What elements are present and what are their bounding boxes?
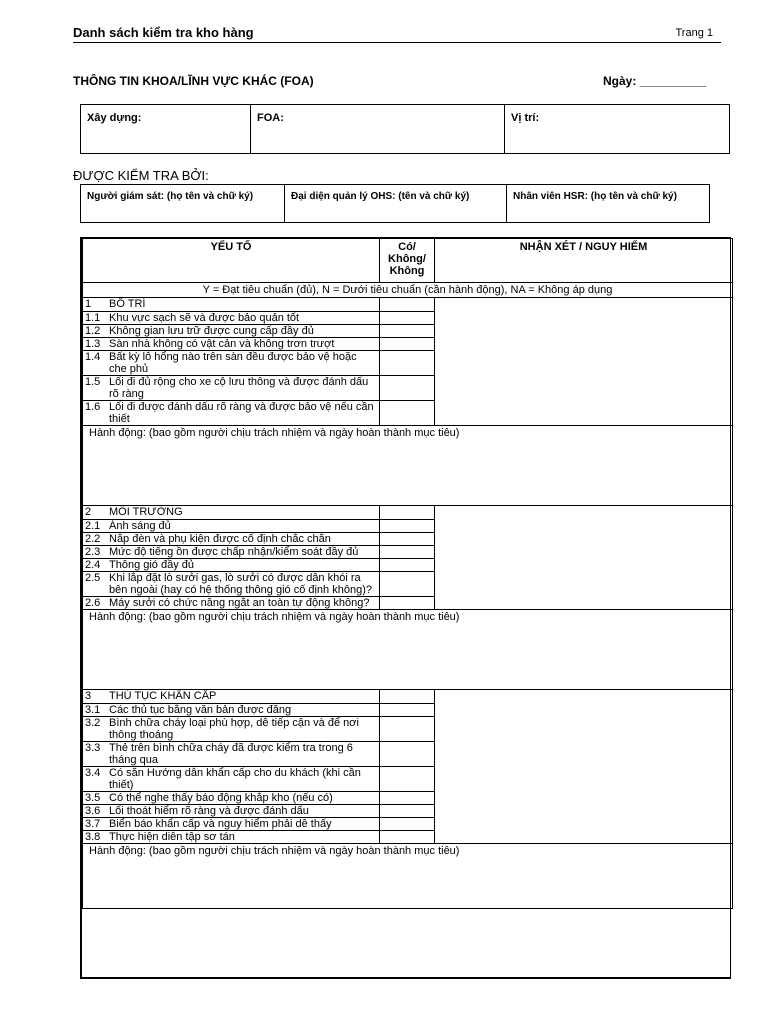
item-text: Sàn nhà không có vật cản và không trơn trượt bbox=[109, 338, 335, 350]
item-cell bbox=[83, 597, 380, 610]
legend-row: Y = Đạt tiêu chuẩn (đủ), N = Dưới tiêu chuẩn (cần hành động), NA = Không áp dụng bbox=[83, 283, 733, 298]
item-number: 3.6 bbox=[85, 805, 101, 817]
comment-cell[interactable] bbox=[435, 506, 733, 610]
item-text: Các thủ tục bằng văn bản được đăng bbox=[109, 704, 292, 716]
checklist-table bbox=[82, 238, 733, 909]
yn-cell[interactable] bbox=[380, 506, 435, 520]
yn-cell[interactable] bbox=[380, 742, 435, 767]
action-row bbox=[83, 426, 733, 506]
section-title-cell bbox=[83, 298, 380, 312]
item-number: 1.6 bbox=[85, 401, 101, 413]
item-number: 3.3 bbox=[85, 742, 101, 754]
item-text: Lối đi đủ rộng cho xe cộ lưu thông và được đánh dấu rõ ràng bbox=[109, 376, 369, 400]
item-text: Thẻ trên bình chữa cháy đã được kiểm tra trong 6 tháng qua bbox=[109, 742, 353, 766]
yn-cell[interactable] bbox=[380, 597, 435, 610]
item-text: Máy sưởi có chức năng ngắt an toàn tự động không? bbox=[109, 597, 370, 609]
item-cell bbox=[83, 546, 380, 559]
section-title: MÔI TRƯỜNG bbox=[109, 506, 183, 518]
item-text: Khi lắp đặt lò sưởi gas, lò sưởi có được dẫn khói ra bên ngoài (hay có hệ thống thông gió cố định không)? bbox=[109, 572, 372, 596]
comment-cell[interactable] bbox=[435, 298, 733, 426]
section-number: 3 bbox=[85, 690, 92, 702]
yn-cell[interactable] bbox=[380, 546, 435, 559]
checked-by-box bbox=[80, 184, 710, 223]
yn-cell[interactable] bbox=[380, 325, 435, 338]
action-cell[interactable]: Hành động: (bao gồm người chịu trách nhiệm và ngày hoàn thành mục tiêu) bbox=[83, 844, 733, 909]
build-field[interactable]: Xây dựng: bbox=[81, 105, 251, 153]
yn-cell[interactable] bbox=[380, 572, 435, 597]
section-number: 1 bbox=[85, 298, 92, 310]
action-row bbox=[83, 844, 733, 909]
item-number: 2.3 bbox=[85, 546, 101, 558]
item-number: 1.4 bbox=[85, 351, 101, 363]
page-header bbox=[73, 25, 721, 43]
yn-cell[interactable] bbox=[380, 559, 435, 572]
yn-cell[interactable] bbox=[380, 520, 435, 533]
yn-cell[interactable] bbox=[380, 767, 435, 792]
action-row bbox=[83, 610, 733, 690]
checked-by-heading: ĐƯỢC KIỂM TRA BỞI: bbox=[73, 168, 209, 183]
yn-cell[interactable] bbox=[380, 298, 435, 312]
document-title: Danh sách kiểm tra kho hàng bbox=[73, 25, 254, 40]
item-number: 3.4 bbox=[85, 767, 101, 779]
item-text: Lối đi được đánh dấu rõ ràng và được bảo vệ nếu cần thiết bbox=[109, 401, 374, 425]
item-text: Bất kỳ lỗ hổng nào trên sàn đều được bảo vệ hoặc che phủ bbox=[109, 351, 357, 375]
supervisor-field[interactable]: Người giám sát: (họ tên và chữ ký) bbox=[81, 185, 285, 222]
yn-cell[interactable] bbox=[380, 376, 435, 401]
section-title: BỐ TRÍ bbox=[109, 298, 146, 310]
action-cell[interactable]: Hành động: (bao gồm người chịu trách nhiệm và ngày hoàn thành mục tiêu) bbox=[83, 610, 733, 690]
section-row bbox=[83, 690, 733, 704]
yn-cell[interactable] bbox=[380, 312, 435, 325]
foa-field[interactable]: FOA: bbox=[251, 105, 505, 153]
item-text: Có thể nghe thấy báo động khắp kho (nếu có) bbox=[109, 792, 333, 804]
item-cell bbox=[83, 717, 380, 742]
item-number: 3.1 bbox=[85, 704, 101, 716]
item-number: 2.6 bbox=[85, 597, 101, 609]
item-cell bbox=[83, 401, 380, 426]
item-number: 2.1 bbox=[85, 520, 101, 532]
section-row bbox=[83, 506, 733, 520]
item-number: 1.3 bbox=[85, 338, 101, 350]
location-field[interactable]: Vị trí: bbox=[511, 112, 540, 124]
item-cell bbox=[83, 818, 380, 831]
item-number: 1.2 bbox=[85, 325, 101, 337]
col-header-yn: Có/ Không/ Không bbox=[380, 239, 435, 283]
hsr-field[interactable]: Nhân viên HSR: (họ tên và chữ ký) bbox=[513, 191, 677, 202]
yn-cell[interactable] bbox=[380, 704, 435, 717]
item-cell bbox=[83, 520, 380, 533]
item-cell bbox=[83, 704, 380, 717]
item-cell bbox=[83, 559, 380, 572]
yn-cell[interactable] bbox=[380, 831, 435, 844]
yn-cell[interactable] bbox=[380, 690, 435, 704]
comment-cell[interactable] bbox=[435, 690, 733, 844]
yn-cell[interactable] bbox=[380, 338, 435, 351]
item-text: Biển báo khẩn cấp và nguy hiểm phải dễ thấy bbox=[109, 818, 332, 830]
section-title-cell bbox=[83, 690, 380, 704]
item-text: Ánh sáng đủ bbox=[109, 520, 171, 532]
date-field[interactable]: Ngày: __________ bbox=[603, 74, 707, 88]
item-number: 1.1 bbox=[85, 312, 101, 324]
item-cell bbox=[83, 312, 380, 325]
item-text: Thực hiện diễn tập sơ tán bbox=[109, 831, 235, 843]
item-text: Không gian lưu trữ được cung cấp đầy đủ bbox=[109, 325, 314, 337]
item-cell bbox=[83, 767, 380, 792]
item-cell bbox=[83, 325, 380, 338]
action-cell[interactable]: Hành động: (bao gồm người chịu trách nhiệm và ngày hoàn thành mục tiêu) bbox=[83, 426, 733, 506]
item-text: Khu vực sạch sẽ và được bảo quản tốt bbox=[109, 312, 300, 324]
item-text: Thông gió đầy đủ bbox=[109, 559, 195, 571]
item-text: Mức độ tiếng ồn được chấp nhận/kiểm soát đầy đủ bbox=[109, 546, 359, 558]
item-cell bbox=[83, 351, 380, 376]
item-cell bbox=[83, 533, 380, 546]
section-title-cell bbox=[83, 506, 380, 520]
item-cell bbox=[83, 792, 380, 805]
page-number: Trang 1 bbox=[675, 27, 713, 39]
checklist-table-wrap bbox=[80, 237, 731, 979]
yn-cell[interactable] bbox=[380, 533, 435, 546]
info-box bbox=[80, 104, 730, 154]
item-number: 3.5 bbox=[85, 792, 101, 804]
item-number: 2.2 bbox=[85, 533, 101, 545]
item-number: 2.5 bbox=[85, 572, 101, 584]
section-title: THỦ TỤC KHẨN CẤP bbox=[109, 690, 217, 702]
yn-cell[interactable] bbox=[380, 401, 435, 426]
yn-cell[interactable] bbox=[380, 717, 435, 742]
item-number: 3.2 bbox=[85, 717, 101, 729]
yn-cell[interactable] bbox=[380, 805, 435, 818]
col-header-factor: YẾU TỐ bbox=[83, 239, 380, 283]
item-text: Bình chữa cháy loại phù hợp, dễ tiếp cận và để nơi thông thoáng bbox=[109, 717, 359, 741]
item-number: 2.4 bbox=[85, 559, 101, 571]
checklist-body bbox=[83, 298, 733, 909]
item-number: 3.7 bbox=[85, 818, 101, 830]
item-cell bbox=[83, 831, 380, 844]
item-number: 3.8 bbox=[85, 831, 101, 843]
yn-cell[interactable] bbox=[380, 792, 435, 805]
item-text: Nắp đèn và phụ kiện được cố định chắc chắn bbox=[109, 533, 331, 545]
item-text: Có sẵn Hướng dẫn khẩn cấp cho du khách (khi cần thiết) bbox=[109, 767, 361, 791]
item-cell bbox=[83, 572, 380, 597]
yn-cell[interactable] bbox=[380, 818, 435, 831]
item-number: 1.5 bbox=[85, 376, 101, 388]
item-cell bbox=[83, 742, 380, 767]
section-number: 2 bbox=[85, 506, 92, 518]
section-row bbox=[83, 298, 733, 312]
item-text: Lối thoát hiểm rõ ràng và được đánh dấu bbox=[109, 805, 309, 817]
col-header-comment: NHẬN XÉT / NGUY HIỂM bbox=[435, 239, 733, 283]
item-cell bbox=[83, 338, 380, 351]
yn-cell[interactable] bbox=[380, 351, 435, 376]
ohs-field[interactable]: Đại diện quản lý OHS: (tên và chữ ký) bbox=[285, 185, 507, 222]
item-cell bbox=[83, 376, 380, 401]
foa-section-title: THÔNG TIN KHOA/LĨNH VỰC KHÁC (FOA) bbox=[73, 74, 314, 88]
item-cell bbox=[83, 805, 380, 818]
